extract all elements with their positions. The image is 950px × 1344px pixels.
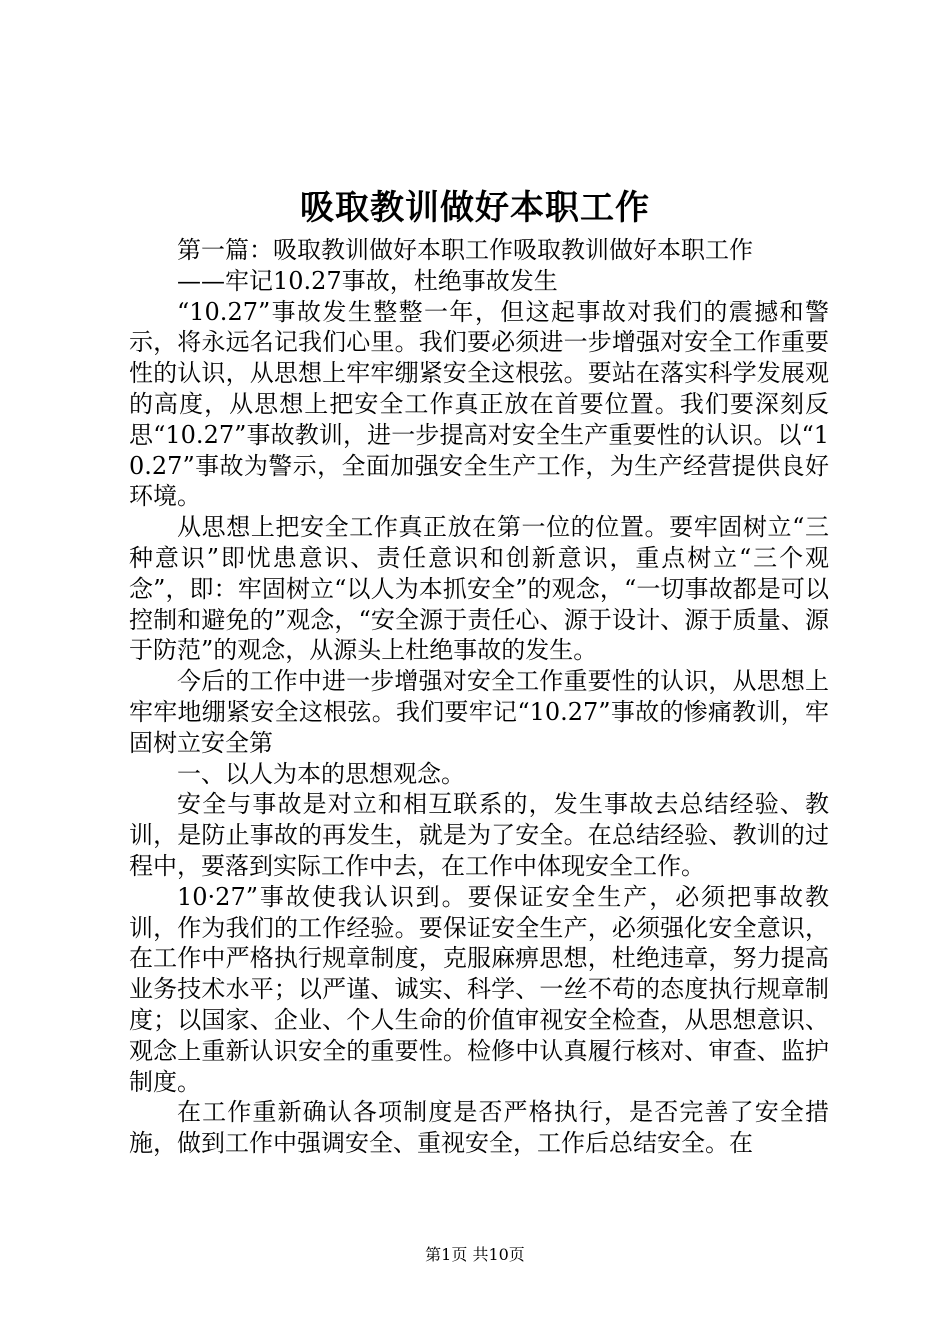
paragraph-9: 在工作重新确认各项制度是否严格执行，是否完善了安全措施，做到工作中强调安全、重视安全，工作后总结安全。在	[129, 1098, 829, 1158]
paragraph-2: ——牢记10.27事故，杜绝事故发生	[177, 266, 558, 295]
page-footer: 第1页 共10页	[425, 1245, 525, 1264]
paragraph-4: 从思想上把安全工作真正放在第一位的位置。要牢固树立“三种意识”即忧患意识、责任意识和创新意识，重点树立“三个观念”，即：牢固树立“以人为本抓安全”的观念，“一切事故都是可以控制和避免的”观念，“安全源于责任心、源于设计、源于质量、源于防范”的观念，从源头上杜绝事故的发生。	[129, 513, 829, 665]
paragraph-6: 一、以人为本的思想观念。	[177, 759, 465, 788]
paragraph-5: 今后的工作中进一步增强对安全工作重要性的认识，从思想上牢牢地绷紧安全这根弦。我们要牢记“10.27”事故的惨痛教训，牢固树立安全第	[129, 667, 829, 757]
paragraph-3: “10.27”事故发生整整一年，但这起事故对我们的震撼和警示，将永远名记我们心里。我们要必须进一步增强对安全工作重要性的认识，从思想上牢牢绷紧安全这根弦。要站在落实科学发展观的高度，从思想上把安全工作真正放在首要位置。我们要深刻反思“10.27”事故教训，进一步提高对安全生产重要性的认识。以“10.27”事故为警示，全面加强安全生产工作，为生产经营提供良好环境。	[129, 297, 829, 511]
paragraph-8: 10·27”事故使我认识到。要保证安全生产，必须把事故教训，作为我们的工作经验。要保证安全生产，必须强化安全意识，在工作中严格执行规章制度，克服麻痹思想，杜绝违章，努力提高业务技术水平；以严谨、诚实、科学、一丝不苟的态度执行规章制度；以国家、企业、个人生命的价值审视安全检查，从思想意识、观念上重新认识安全的重要性。检修中认真履行核对、审查、监护制度。	[129, 882, 829, 1096]
paragraph-7: 安全与事故是对立和相互联系的，发生事故去总结经验、教训，是防止事故的再发生，就是为了安全。在总结经验、教训的过程中，要落到实际工作中去，在工作中体现安全工作。	[129, 790, 829, 880]
document-body	[129, 235, 829, 1159]
document-title: 吸取教训做好本职工作	[300, 188, 650, 228]
paragraph-1: 第一篇：吸取教训做好本职工作吸取教训做好本职工作	[177, 236, 753, 264]
